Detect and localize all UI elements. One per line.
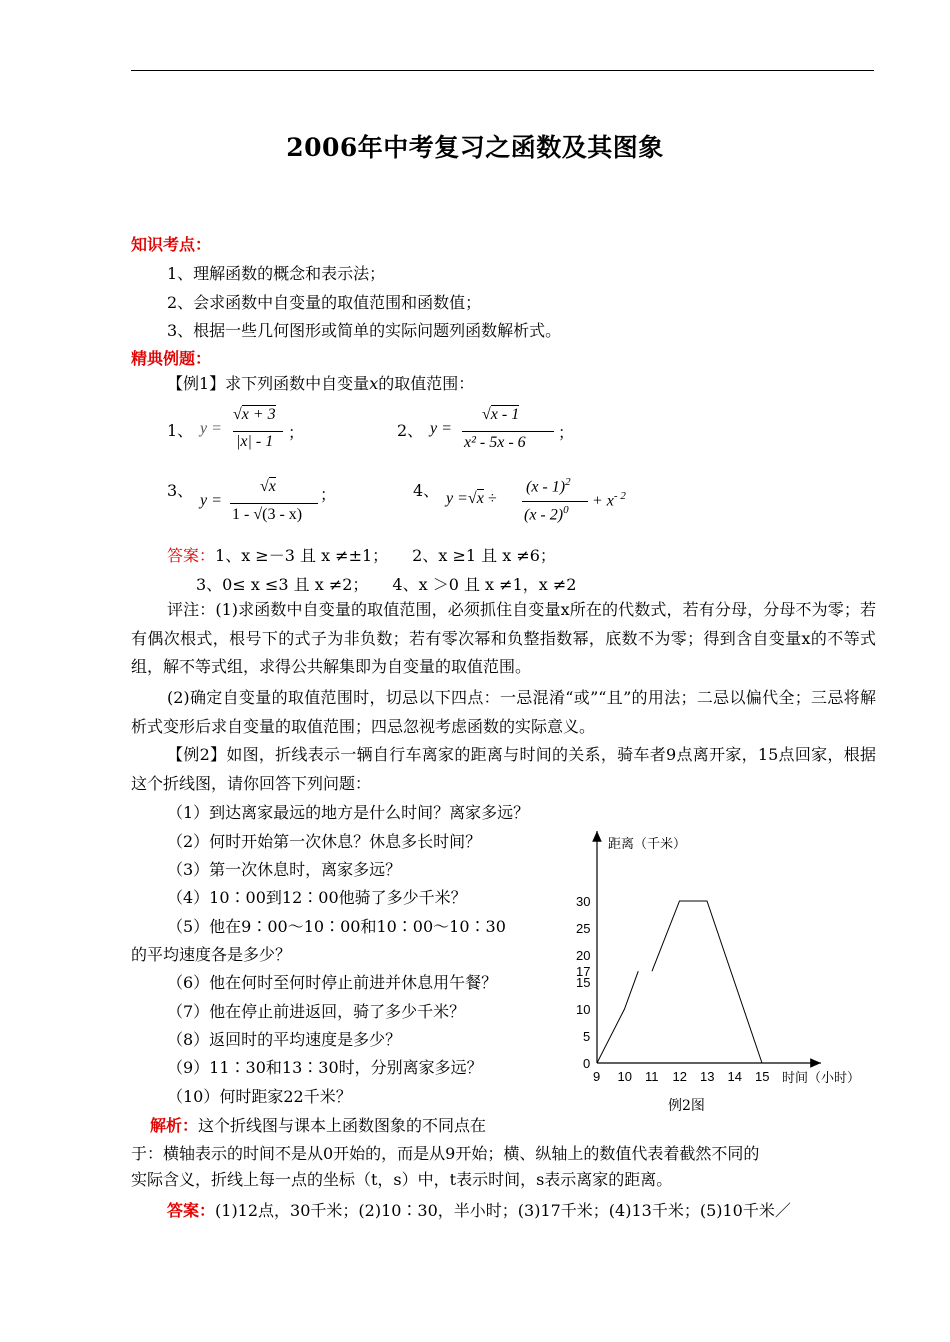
answer2-label: 答案： bbox=[167, 1201, 216, 1220]
formula4-den: (x - 2)$^0$ bbox=[524, 504, 569, 524]
x-tick-label: 11 bbox=[645, 1069, 659, 1084]
series-line-leg2 bbox=[652, 901, 762, 1063]
y-tick-label: 0 bbox=[583, 1056, 591, 1071]
x-tick-label: 13 bbox=[700, 1069, 715, 1084]
formula4-num: (x - 1)$^2$ bbox=[526, 476, 571, 496]
formula4-bar bbox=[522, 501, 588, 502]
formula1-number: 1、 bbox=[167, 421, 194, 440]
formula4-number: 4、 bbox=[413, 481, 440, 500]
answer1-line2: 3、0≤ x ≤3 且 x ≠2； 4、x ＞0 且 x ≠1，x ≠2 bbox=[196, 575, 577, 594]
question-5-cont: 的平均速度各是多少？ bbox=[131, 945, 292, 964]
y-tick-label: 20 bbox=[576, 948, 591, 963]
formula1-bar bbox=[233, 431, 283, 432]
answer2-line bbox=[167, 1200, 791, 1222]
distance-time-chart bbox=[568, 828, 888, 1118]
analysis-text1: 这个折线图与课本上函数图象的不同点在 bbox=[198, 1116, 487, 1135]
knowledge-item-1: 1、理解函数的概念和表示法； bbox=[167, 264, 386, 283]
formula3-number: 3、 bbox=[167, 481, 194, 500]
question-7: （7）他在停止前进返回，骑了多少千米？ bbox=[167, 1002, 466, 1021]
formula2-den: x² - 5x - 6 bbox=[464, 434, 526, 451]
knowledge-heading: 知识考点： bbox=[131, 235, 212, 254]
y-tick-label: 30 bbox=[576, 894, 591, 909]
knowledge-item-2: 2、会求函数中自变量的取值范围和函数值； bbox=[167, 293, 482, 312]
question-9: （9）11∶30和13∶30时，分别离家多远？ bbox=[167, 1058, 483, 1077]
question-5: （5）他在9∶00～10∶00和10∶00～10∶30 bbox=[167, 917, 506, 936]
example2-intro: 【例2】如图，折线表示一辆自行车离家的距离与时间的关系，骑车者9点离开家，15点回家，根据这个折线图，请你回答下列问题： bbox=[131, 745, 876, 793]
y-tick-label: 17 bbox=[576, 964, 591, 980]
example1-intro-text: 【例1】求下列函数中自变量 bbox=[167, 374, 370, 393]
y-tick-label: 25 bbox=[576, 921, 591, 936]
answer1-text1: 1、x ≥－3 且 x ≠±1； 2、x ≥1 且 x ≠6； bbox=[215, 546, 556, 565]
analysis-line3: 实际含义，折线上每一点的坐标（t，s）中，t表示时间，s表示离家的距离。 bbox=[131, 1170, 673, 1189]
question-10: （10）何时距家22千米？ bbox=[167, 1087, 352, 1106]
y-tick-label: 10 bbox=[576, 1002, 591, 1017]
question-4: （4）10∶00到12∶00他骑了多少千米？ bbox=[167, 888, 467, 907]
x-tick-label: 14 bbox=[727, 1069, 742, 1084]
formula2-lhs: y = bbox=[430, 420, 452, 437]
example1-intro bbox=[167, 373, 474, 395]
example1-intro-tail: 的取值范围： bbox=[378, 374, 475, 393]
answer1-label: 答案： bbox=[167, 546, 216, 565]
analysis-line1 bbox=[150, 1115, 486, 1137]
chart-caption: 例2图 bbox=[668, 1098, 705, 1114]
formula1-den: |x| - 1 bbox=[236, 433, 274, 450]
comment-paragraph-1: 评注：(1)求函数中自变量的取值范围，必须抓住自变量x所在的代数式，若有分母，分母不为零；若有偶次根式，根号下的式子为非负数；若有零次幂和负整指数幂，底数不为零；得到含自变量x的不等式组，解不等式组，求得公共解集即为自变量的取值范围。 bbox=[131, 600, 876, 676]
y-tick-label: 15 bbox=[576, 975, 591, 990]
question-3: （3）第一次休息时，离家多远？ bbox=[167, 860, 402, 879]
formula3-sep: ； bbox=[320, 487, 337, 504]
question-8: （8）返回时的平均速度是多少？ bbox=[167, 1030, 402, 1049]
page-title: 2006年中考复习之函数及其图象 bbox=[286, 133, 664, 162]
formula1-num: √x + 3 bbox=[233, 406, 276, 423]
question-2: （2）何时开始第一次休息？休息多长时间？ bbox=[167, 832, 482, 851]
y-axis-label: 距离（千米） bbox=[608, 836, 687, 851]
formula4-body-a: y =√x ÷ bbox=[446, 490, 497, 507]
answer1-line1 bbox=[167, 545, 556, 567]
example1-var: x bbox=[369, 374, 379, 393]
formula4-tail: + $x^{- 2}$ bbox=[592, 490, 626, 510]
examples-heading: 精典例题： bbox=[131, 349, 212, 368]
x-axis-label: 时间（小时） bbox=[782, 1070, 861, 1085]
formula3-bar bbox=[230, 503, 318, 504]
formula3-lhs: y = bbox=[200, 492, 222, 509]
top-rule bbox=[131, 70, 874, 71]
formula2-num: √x - 1 bbox=[482, 406, 520, 423]
formula1-lhs: y = bbox=[200, 420, 222, 437]
series-line-leg1 bbox=[597, 971, 638, 1063]
knowledge-item-3: 3、根据一些几何图形或简单的实际问题列函数解析式。 bbox=[167, 321, 562, 340]
comment-paragraph-2: (2)确定自变量的取值范围时，切忌以下四点：一忌混淆“或”“且”的用法；二忌以偏代全；三忌将解析式变形后求自变量的取值范围；四忌忽视考虑函数的实际意义。 bbox=[131, 688, 876, 736]
formula1-sep: ； bbox=[288, 425, 305, 442]
formula2-sep: ； bbox=[558, 425, 575, 442]
y-tick-label: 5 bbox=[583, 1029, 591, 1044]
x-tick-label: 9 bbox=[593, 1069, 601, 1084]
question-6: （6）他在何时至何时停止前进并休息用午餐？ bbox=[167, 973, 498, 992]
formula3-den: 1 - √(3 - x) bbox=[232, 506, 303, 523]
formula4 bbox=[446, 476, 626, 524]
formula2-bar bbox=[462, 431, 554, 432]
x-tick-label: 15 bbox=[755, 1069, 770, 1084]
formula3-num: √x bbox=[260, 478, 276, 495]
answer2-text: (1)12点，30千米；(2)10∶30，半小时；(3)17千米；(4)13千米；(5)10千米／ bbox=[215, 1201, 791, 1220]
question-1: （1）到达离家最远的地方是什么时间？离家多远？ bbox=[167, 803, 530, 822]
analysis-label: 解析： bbox=[150, 1116, 199, 1135]
analysis-line2: 于：横轴表示的时间不是从0开始的，而是从9开始；横、纵轴上的数值代表着截然不同的 bbox=[131, 1144, 760, 1163]
formula2-number: 2、 bbox=[397, 421, 424, 440]
x-tick-label: 10 bbox=[617, 1069, 632, 1084]
x-tick-label: 12 bbox=[672, 1069, 687, 1084]
